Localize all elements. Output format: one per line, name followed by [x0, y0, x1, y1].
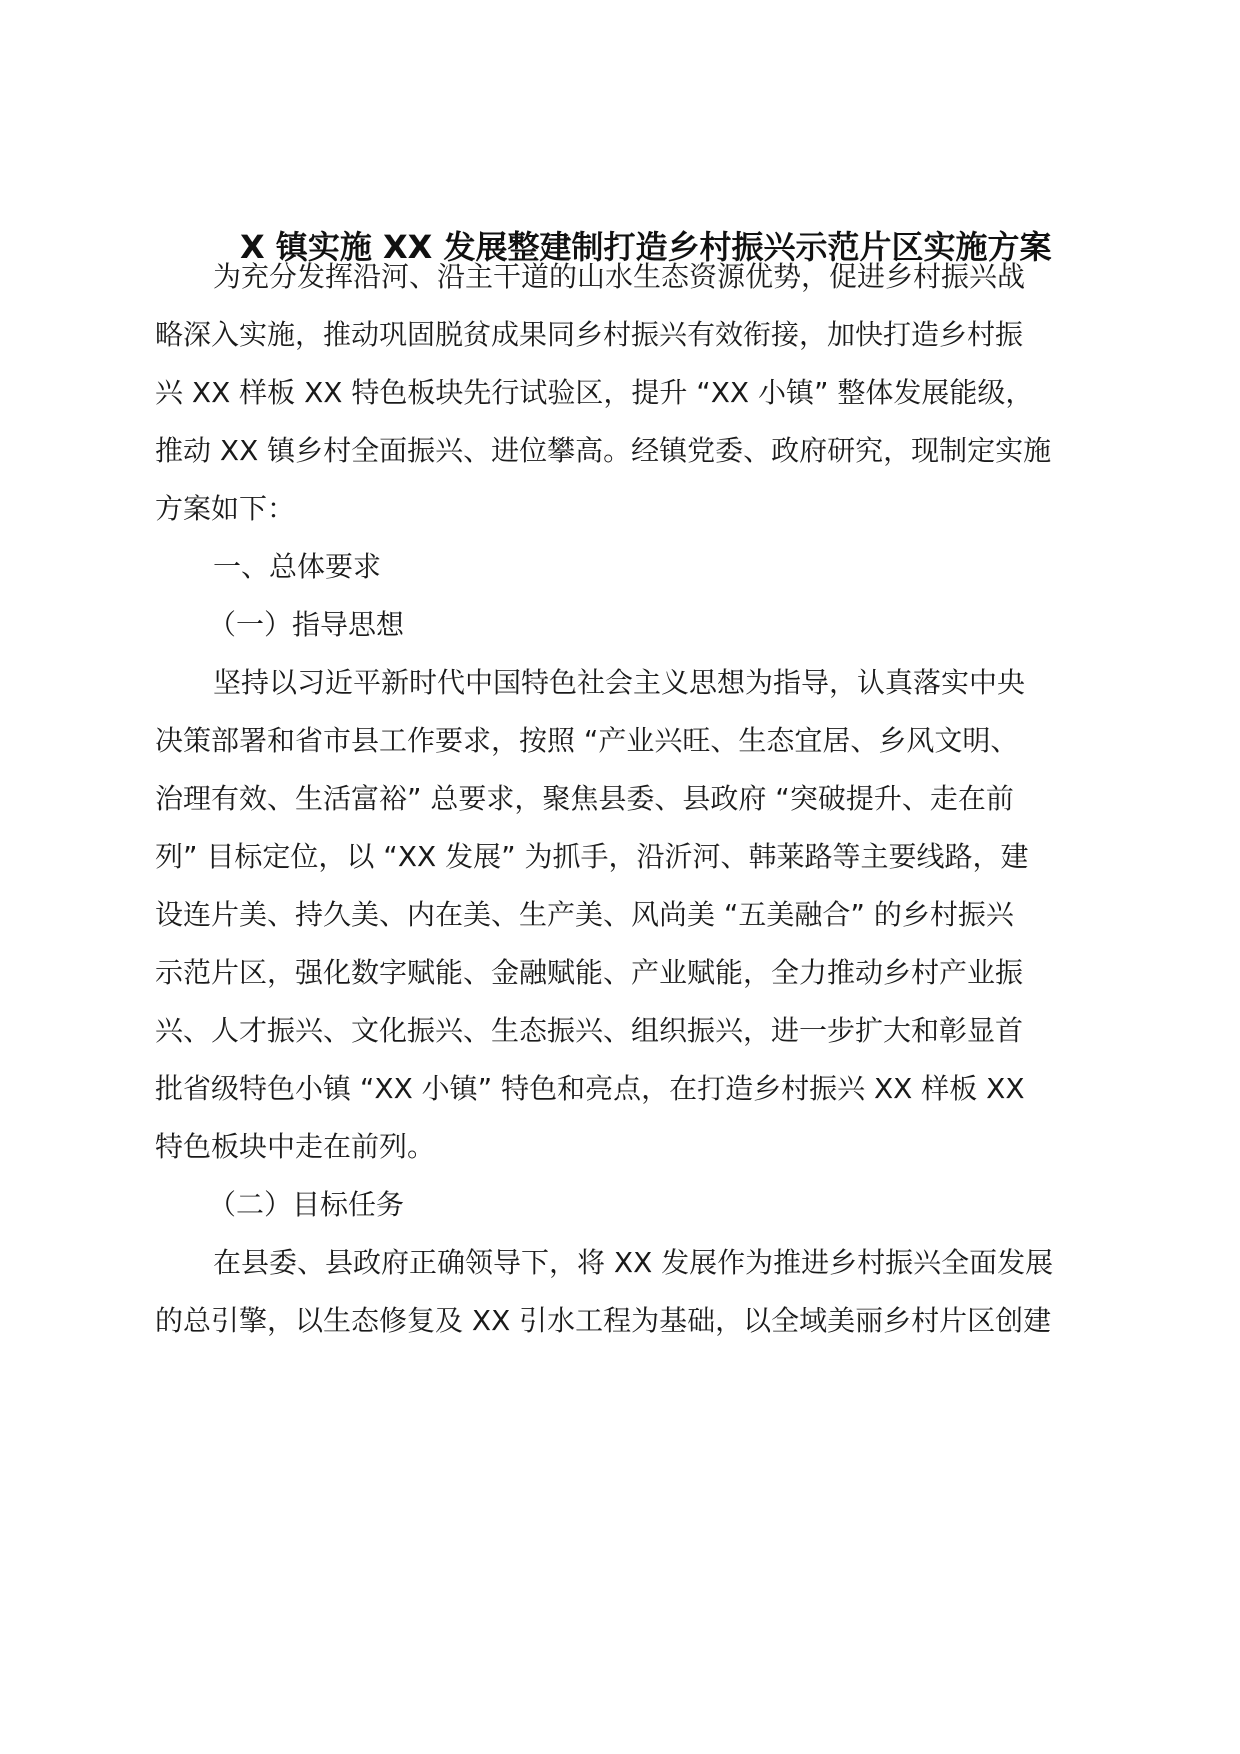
- intro-line-2: 略深入实施，推动巩固脱贫成果同乡村振兴有效衔接，加快打造乡村振: [155, 318, 1024, 351]
- paragraph-line: 决策部署和省市县工作要求，按照 “产业兴旺、生态宜居、乡风文明、: [155, 724, 1019, 757]
- subsection-heading-targets: （二）目标任务: [208, 1188, 405, 1221]
- intro-line-4: 推动 XX 镇乡村全面振兴、进位攀高。经镇党委、政府研究，现制定实施: [155, 434, 1052, 467]
- paragraph-line: 列” 目标定位，以 “XX 发展” 为抓手，沿沂河、韩莱路等主要线路，建: [155, 840, 1029, 873]
- document-title: X 镇实施 XX 发展整建制打造乡村振兴示范片区实施方案: [240, 228, 1052, 266]
- paragraph-line: 特色板块中走在前列。: [155, 1130, 436, 1163]
- intro-line-1: 为充分发挥沿河、沿主干道的山水生态资源优势，促进乡村振兴战: [213, 260, 1026, 293]
- paragraph-line: 在县委、县政府正确领导下，将 XX 发展作为推进乡村振兴全面发展: [213, 1246, 1054, 1279]
- paragraph-line: 设连片美、持久美、内在美、生产美、风尚美 “五美融合” 的乡村振兴: [155, 898, 1014, 931]
- paragraph-line: 示范片区，强化数字赋能、金融赋能、产业赋能，全力推动乡村产业振: [155, 956, 1024, 989]
- intro-line-5: 方案如下：: [155, 492, 296, 525]
- paragraph-line: 的总引擎，以生态修复及 XX 引水工程为基础，以全域美丽乡村片区创建: [155, 1304, 1052, 1337]
- paragraph-line: 兴、人才振兴、文化振兴、生态振兴、组织振兴，进一步扩大和彰显首: [155, 1014, 1024, 1047]
- subsection-heading-guiding-thought: （一）指导思想: [208, 608, 405, 641]
- intro-line-3: 兴 XX 样板 XX 特色板块先行试验区，提升 “XX 小镇” 整体发展能级，: [155, 376, 1034, 409]
- paragraph-line: 治理有效、生活富裕” 总要求，聚焦县委、县政府 “突破提升、走在前: [155, 782, 1014, 815]
- paragraph-line: 坚持以习近平新时代中国特色社会主义思想为指导，认真落实中央: [213, 666, 1026, 699]
- section-heading: 一、总体要求: [213, 550, 382, 583]
- paragraph-line: 批省级特色小镇 “XX 小镇” 特色和亮点，在打造乡村振兴 XX 样板 XX: [155, 1072, 1025, 1105]
